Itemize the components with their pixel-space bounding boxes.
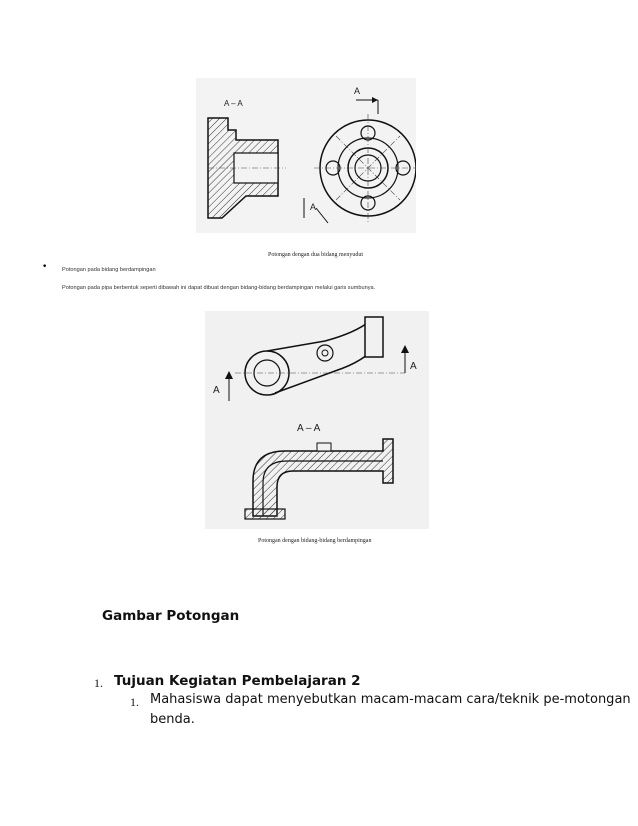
bullet-symbol: • bbox=[42, 262, 48, 272]
sublist-item-1-line2: benda. bbox=[150, 712, 195, 727]
figure-pipe-section bbox=[205, 311, 429, 529]
section-label-a-a-pipe: A – A bbox=[297, 423, 321, 434]
section-label-a-a: A – A bbox=[224, 99, 243, 108]
arrow-label-a-right: A bbox=[410, 361, 417, 372]
arrow-label-a-left: A bbox=[213, 385, 220, 396]
figure-angled-section bbox=[196, 78, 416, 233]
section-title: Gambar Potongan bbox=[102, 608, 240, 624]
list-item-1-text: Tujuan Kegiatan Pembelajaran 2 bbox=[114, 673, 361, 689]
figure2-caption: Potongan dengan bidang-bidang berdampingan bbox=[258, 538, 372, 544]
sublist-item-1-line1: Mahasiswa dapat menyebutkan macam-macam cara/teknik pe-motongan bbox=[150, 692, 631, 707]
bullet-description: Potongan pada pipa berbentuk seperti dibawah ini dapat dibuat dengan bidang-bidang berdampingan melalui garis sumbunya. bbox=[62, 285, 376, 291]
arrow-label-a-top: A bbox=[354, 86, 361, 96]
figure1-caption: Potongan dengan dua bidang menyudut bbox=[268, 252, 363, 258]
list-item-1-number: 1. bbox=[94, 676, 103, 690]
bullet-title: Potongan pada bidang berdampingan bbox=[62, 267, 156, 273]
sublist-item-1-number: 1. bbox=[130, 695, 139, 709]
arrow-label-a-bottom: A bbox=[310, 202, 317, 212]
